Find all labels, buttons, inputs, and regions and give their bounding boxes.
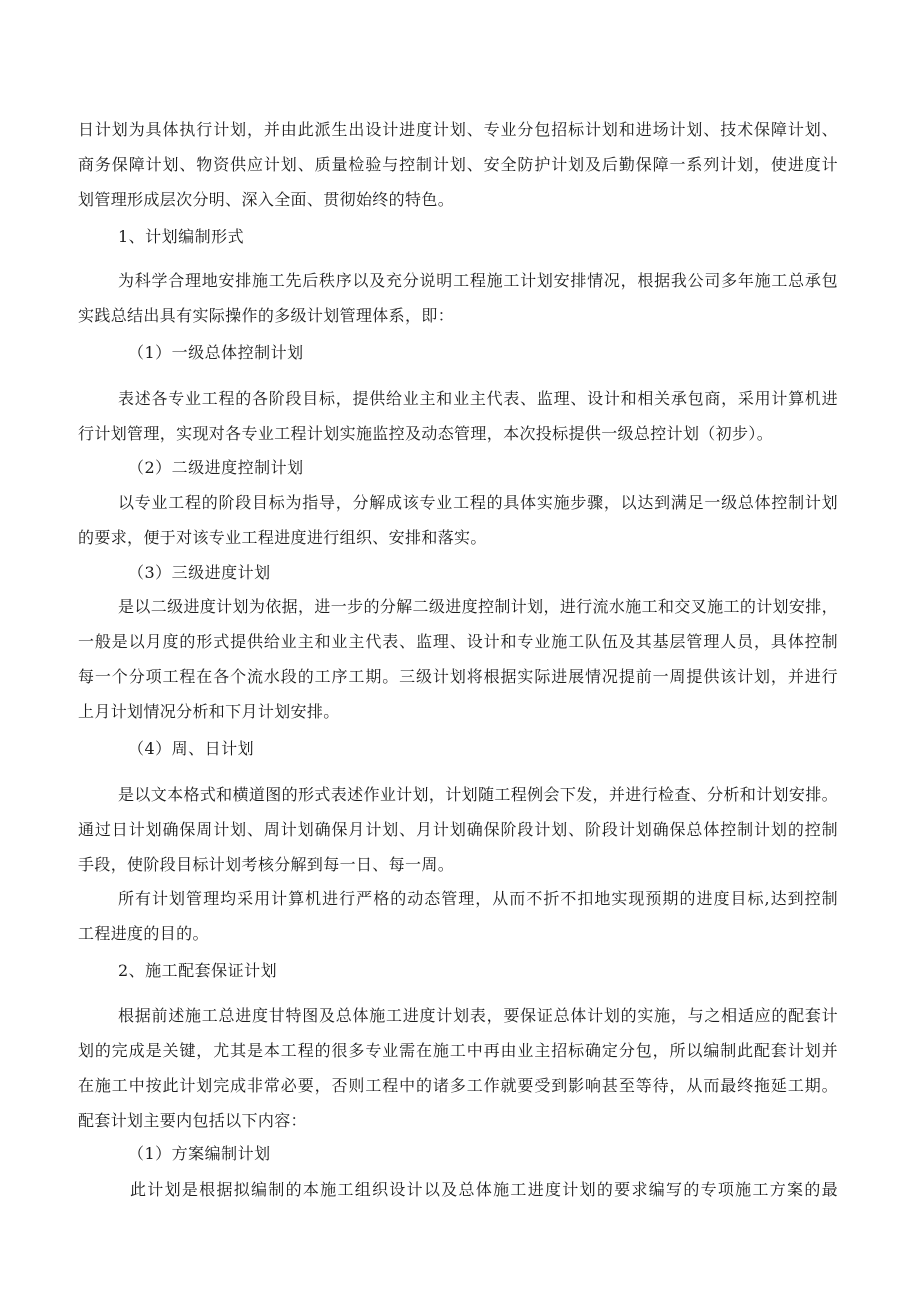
paragraph-line: 每一个分项工程在各个流水段的工序工期。三级计划将根据实际进展情况提前一周提供该计划，并进行 [78,667,838,686]
paragraph-line: 划的完成是关键，尤其是本工程的很多专业需在施工中再由业主招标确定分包，所以编制此配套计划并 [78,1041,838,1060]
paragraph-line: 工程进度的目的。 [78,924,209,943]
paragraph-line: 通过日计划确保周计划、周计划确保月计划、月计划确保阶段计划、阶段计划确保总体控制计划的控制 [78,820,838,839]
section-heading-2: 2、施工配套保证计划 [118,961,278,980]
subsection-heading-3: （3）三级进度计划 [128,563,271,582]
paragraph-line: 为科学合理地安排施工先后秩序以及充分说明工程施工计划安排情况，根据我公司多年施工总承包 [118,271,838,290]
paragraph-line: 行计划管理，实现对各专业工程计划实施监控及动态管理，本次投标提供一级总控计划（初步）。 [78,424,774,443]
paragraph-line: 根据前述施工总进度甘特图及总体施工进度计划表，要保证总体计划的实施，与之相适应的配套计 [118,1006,838,1025]
paragraph-line: 实践总结出具有实际操作的多级计划管理体系，即： [78,306,455,325]
paragraph-line: 是以文本格式和横道图的形式表述作业计划，计划随工程例会下发，并进行检查、分析和计划安排。 [118,785,838,804]
paragraph-line: 表述各专业工程的各阶段目标，提供给业主和业主代表、监理、设计和相关承包商，采用计算机进 [118,389,838,408]
paragraph-line: 日计划为具体执行计划，并由此派生出设计进度计划、专业分包招标计划和进场计划、技术保障计划、 [78,120,838,139]
paragraph-line: 以专业工程的阶段目标为指导，分解成该专业工程的具体实施步骤，以达到满足一级总体控制计划 [118,493,838,512]
section-heading-1: 1、计划编制形式 [118,227,245,246]
paragraph-line: 上月计划情况分析和下月计划安排。 [78,702,340,721]
paragraph-line: 划管理形成层次分明、深入全面、贯彻始终的特色。 [78,190,455,209]
subsection-heading-5: （1）方案编制计划 [128,1144,271,1163]
paragraph-line: 一般是以月度的形式提供给业主和业主代表、监理、设计和专业施工队伍及其基层管理人员，具体控制 [78,632,838,651]
paragraph-line: 是以二级进度计划为依据，进一步的分解二级进度控制计划，进行流水施工和交叉施工的计划安排， [118,597,838,616]
subsection-heading-2: （2）二级进度控制计划 [128,458,304,477]
paragraph-line: 配套计划主要内包括以下内容： [78,1111,307,1130]
subsection-heading-4: （4）周、日计划 [128,739,255,758]
paragraph-line: 手段，使阶段目标计划考核分解到每一日、每一周。 [78,855,455,874]
paragraph-line: 此计划是根据拟编制的本施工组织设计以及总体施工进度计划的要求编写的专项施工方案的最 [130,1180,838,1199]
paragraph-line: 商务保障计划、物资供应计划、质量检验与控制计划、安全防护计划及后勤保障一系列计划，使进度计 [78,155,838,174]
paragraph-line: 在施工中按此计划完成非常必要，否则工程中的诸多工作就要受到影响甚至等待，从而最终拖延工期。 [78,1076,838,1095]
subsection-heading-1: （1）一级总体控制计划 [128,343,304,362]
paragraph-line: 所有计划管理均采用计算机进行严格的动态管理，从而不折不扣地实现预期的进度目标,达到控制 [118,889,838,908]
paragraph-line: 的要求，便于对该专业工程进度进行组织、安排和落实。 [78,528,487,547]
